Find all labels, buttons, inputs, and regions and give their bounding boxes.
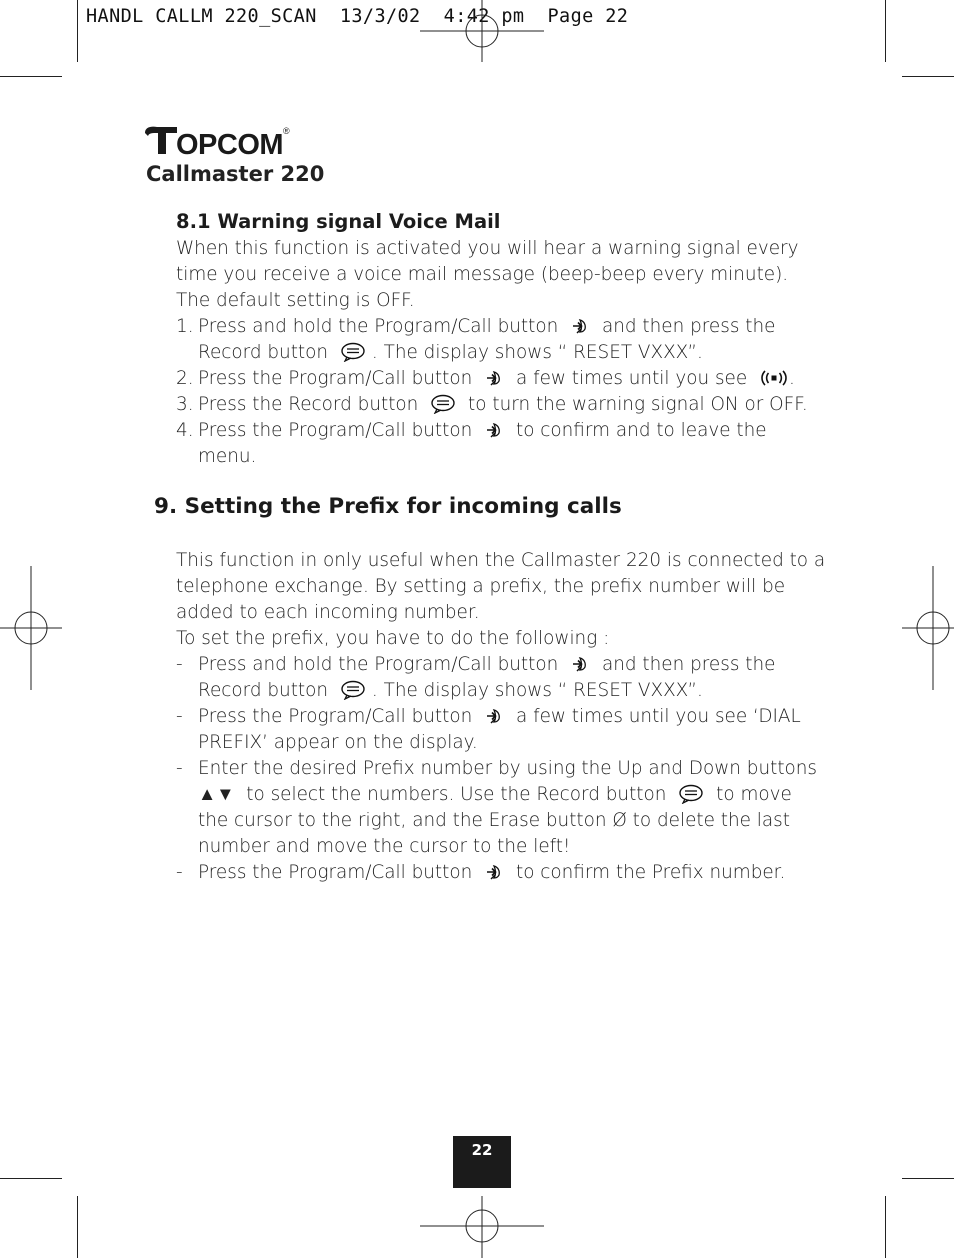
record-icon [430,394,456,414]
step-text: Press and hold the Program/Call button [198,654,559,675]
step-text: . The display shows “ RESET VXXX”. [371,680,703,701]
list-item [176,366,826,392]
section-9-lead: To set the prefix, you have to do the following : [176,628,610,649]
program-call-icon [570,654,590,674]
svg-text:OPCOM: OPCOM [176,129,284,158]
record-icon [340,680,366,700]
list-item [176,860,826,886]
section-8-1-steps [176,314,826,470]
list-item [176,392,826,418]
topcom-logo-mark [143,124,291,158]
list-item [176,756,826,860]
list-item [176,314,826,366]
warning-signal-icon [759,368,789,388]
program-call-icon [570,316,590,336]
section-9-intro: This function in only useful when the Callmaster 220 is connected to a telephone exchange. By setting a prefix, the prefix number will be added to each incoming number. [176,550,826,623]
bullet-dash: - [176,654,183,675]
program-call-icon [484,368,504,388]
step-text: Press the Program/Call button [198,706,473,727]
section-8-1-heading: 8.1 Warning signal Voice Mail [176,210,501,233]
step-number: 3. [176,394,194,415]
step-text: to confirm the Prefix number. [515,862,786,883]
list-item [176,652,826,704]
step-text: Enter the desired Prefix number by using the Up and Down buttons [198,758,818,779]
section-8-1-intro: When this function is activated you will hear a warning signal every time you receive a voice mail message (beep-beep every minute). The default setting is OFF. [176,238,799,311]
topcom-logo [143,124,291,162]
step-text: Press the Program/Call button [198,862,473,883]
section-warning-signal [176,210,826,470]
step-number: 4. [176,420,194,441]
list-item [176,704,826,756]
program-call-icon [484,420,504,440]
step-text: Press the Program/Call button [198,420,473,441]
step-text: . The display shows “ RESET VXXX”. [371,342,703,363]
product-model: Callmaster 220 [146,162,325,186]
program-call-icon [484,862,504,882]
record-icon [340,342,366,362]
print-slug-line: HANDL CALLM 220_SCAN 13/3/02 4:42 pm Page 22 [86,6,629,27]
step-text: to turn the warning signal ON or OFF. [468,394,808,415]
section-9-steps [176,652,826,886]
step-number: 2. [176,368,194,389]
bullet-dash: - [176,862,183,883]
section-prefix [176,548,826,886]
registered-mark: ® [283,126,290,136]
list-item [176,418,826,470]
step-text: and then press the Record button [198,316,776,363]
step-text: to confirm and to leave the menu. [198,420,767,467]
step-text: a few times until you see ‘DIAL PREFIX’ appear on the display. [198,706,801,753]
bullet-dash: - [176,758,183,779]
step-text: Press the Program/Call button [198,368,473,389]
page-number: 22 [453,1136,511,1188]
record-icon [678,784,704,804]
section-9-heading: 9. Setting the Prefix for incoming calls [154,494,622,519]
program-call-icon [484,706,504,726]
step-text: to move the cursor to the right, and the Erase button Ø to delete the last number and move the cursor to the left! [198,784,792,857]
up-down-arrows-icon: ▲▼ [198,784,235,805]
step-text: . [789,368,795,389]
step-number: 1. [176,316,194,337]
step-text: a few times until you see [515,368,748,389]
step-text: Press the Record button [198,394,419,415]
step-text: Press and hold the Program/Call button [198,316,559,337]
bullet-dash: - [176,706,183,727]
step-text: to select the numbers. Use the Record button [246,784,667,805]
step-text: and then press the Record button [198,654,776,701]
